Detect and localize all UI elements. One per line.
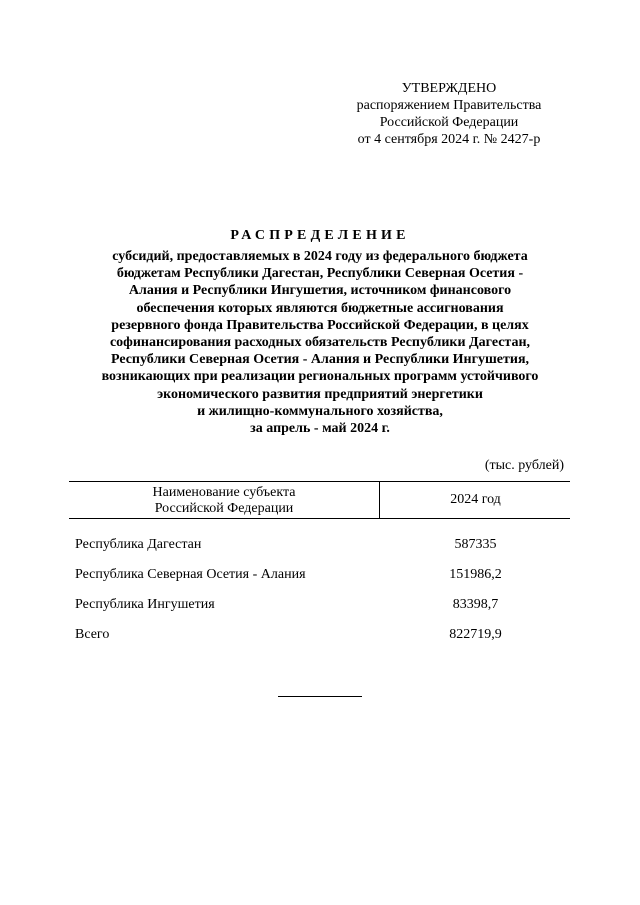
table-row [69,567,570,587]
row-region-name: Республика Северная Осетия - Алания [75,567,306,582]
distribution-table [69,481,570,642]
table-row-total [69,627,570,647]
document-title: РАСПРЕДЕЛЕНИЕ [230,228,410,243]
document-subtitle [60,248,580,437]
subtitle-line: бюджетам Республики Дагестан, Республики Северная Осетия - [116,266,524,282]
subtitle-line: софинансирования расходных обязательств Республики Дагестан, [109,335,531,351]
approval-line-3: от 4 сентября 2024 г. № 2427-р [357,132,541,147]
subtitle-line: Алания и Республики Ингушетия, источником финансового [128,283,512,299]
subtitle-line: и жилищно-коммунального хозяйства, [197,403,443,419]
header-region-line-2: Российской Федерации [154,501,294,516]
table-row [69,537,570,557]
units-label: (тыс. рублей) [484,458,564,473]
subtitle-line: резервного фонда Правительства Российской Федерации, в целях [111,317,529,333]
subtitle-line: субсидий, предоставляемых в 2024 году из федерального бюджета [112,249,528,264]
table-header [69,481,570,519]
approval-line-1: распоряжением Правительства [356,98,542,113]
row-value: 151986,2 [449,567,502,582]
subtitle-line: Республики Северная Осетия - Алания и Республики Ингушетия, [110,352,530,368]
header-year: 2024 год [450,492,501,507]
header-region-name [69,482,380,518]
subtitle-line: экономического развития предприятий энергетики [157,386,483,402]
subtitle-line: обеспечения которых являются бюджетные ассигнования [136,300,504,316]
approval-block [340,80,558,148]
approval-line-2: Российской Федерации [379,115,519,130]
row-region-name: Республика Дагестан [75,537,202,552]
table-row [69,597,570,617]
row-region-name: Республика Ингушетия [75,597,215,612]
subtitle-line: за апрель - май 2024 г. [250,421,390,437]
row-region-name: Всего [75,627,110,642]
approval-heading: УТВЕРЖДЕНО [401,81,497,96]
subtitle-line: возникающих при реализации региональных программ устойчивого [101,369,539,385]
end-separator-line [278,696,362,697]
header-region-line-1: Наименование субъекта [152,485,296,500]
row-value: 83398,7 [452,597,499,612]
row-value: 587335 [454,537,497,552]
row-value: 822719,9 [449,627,502,642]
